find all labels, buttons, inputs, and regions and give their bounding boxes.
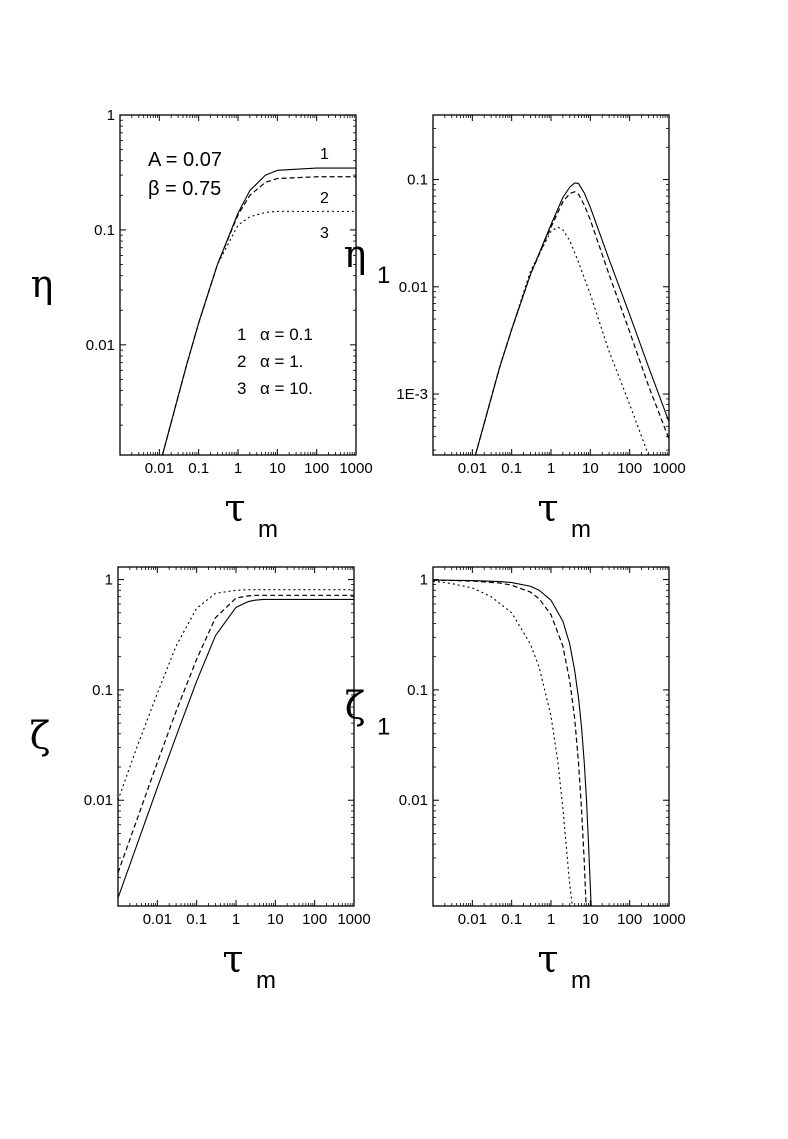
legend-number: 3 <box>237 379 247 398</box>
x-tick-label: 1000 <box>337 911 371 928</box>
y-tick-label: 0.01 <box>398 792 428 810</box>
y-axis-label: ζ <box>29 713 51 758</box>
x-axis-label: τ <box>224 486 246 530</box>
x-tick-label: 10 <box>581 911 599 928</box>
y-axis-label: ζ <box>344 683 366 728</box>
series-2-line <box>118 595 354 872</box>
x-tick-label: 1 <box>546 911 556 928</box>
series-2-line <box>162 177 356 455</box>
x-tick-label: 0.01 <box>457 911 487 928</box>
y-tick-label: 0.1 <box>407 171 428 189</box>
series-1-line <box>475 183 669 455</box>
y-tick-label: 1E-3 <box>396 386 428 404</box>
y-axis-label: η <box>343 232 367 276</box>
x-tick-label: 1 <box>546 460 556 477</box>
curve-label-3: 3 <box>320 225 329 242</box>
legend-text: α = 0.1 <box>260 325 313 344</box>
x-axis-label: τ <box>222 937 244 981</box>
x-axis-label: τ <box>537 486 559 530</box>
series-3-line <box>475 227 648 455</box>
series-3-line <box>433 581 572 906</box>
x-tick-label: 1 <box>233 460 243 477</box>
x-tick-label: 1000 <box>339 460 373 477</box>
y-tick-label: 1 <box>419 571 428 589</box>
x-axis-label-sub: m <box>258 516 278 543</box>
curve-label-1: 1 <box>320 146 329 163</box>
curve-label-2: 2 <box>320 190 329 207</box>
x-tick-label: 0.01 <box>142 911 172 928</box>
series-2-line <box>475 192 669 455</box>
x-tick-label: 1000 <box>652 911 686 928</box>
series-1-line <box>162 168 356 455</box>
x-tick-label: 0.1 <box>501 911 523 928</box>
x-tick-label: 10 <box>268 460 286 477</box>
x-tick-label: 100 <box>617 911 643 928</box>
x-tick-label: 1 <box>231 911 241 928</box>
y-tick-label: 0.01 <box>83 792 113 810</box>
x-tick-label: 100 <box>617 460 643 477</box>
series-2-line <box>433 580 586 906</box>
x-tick-label: 100 <box>304 460 330 477</box>
y-tick-label: 1 <box>106 107 115 124</box>
x-tick-label: 0.1 <box>501 460 523 477</box>
annotation-beta: β = 0.75 <box>148 178 222 200</box>
x-tick-label: 1000 <box>652 460 686 477</box>
y-tick-label: 0.01 <box>85 336 115 354</box>
x-tick-label: 0.1 <box>188 460 210 477</box>
plot-frame <box>433 567 669 906</box>
y-axis-label-sub: 1 <box>377 262 391 289</box>
plot-frame <box>433 115 669 455</box>
panel-zeta <box>30 567 371 994</box>
x-axis-label-sub: m <box>571 967 591 994</box>
annotation-a: A = 0.07 <box>148 149 222 171</box>
y-tick-label: 0.01 <box>398 278 428 296</box>
legend-number: 1 <box>237 325 247 344</box>
x-tick-label: 10 <box>266 911 284 928</box>
legend-text: α = 10. <box>260 379 313 398</box>
legend-text: α = 1. <box>260 352 304 371</box>
panel-eta1 <box>344 115 686 543</box>
x-tick-label: 100 <box>302 911 328 928</box>
y-tick-label: 0.1 <box>94 221 115 239</box>
x-tick-label: 10 <box>581 460 599 477</box>
panel-zeta1 <box>345 567 686 994</box>
legend-number: 2 <box>237 352 247 371</box>
y-tick-label: 0.1 <box>92 681 113 699</box>
y-tick-label: 1 <box>104 571 113 589</box>
series-1-line <box>118 599 354 898</box>
x-axis-label-sub: m <box>256 967 276 994</box>
plot-frame <box>118 567 354 906</box>
x-tick-label: 0.01 <box>457 460 487 477</box>
y-tick-label: 0.1 <box>407 681 428 699</box>
x-axis-label-sub: m <box>571 516 591 543</box>
x-tick-label: 0.1 <box>186 911 208 928</box>
x-axis-label: τ <box>537 937 559 981</box>
y-axis-label-sub: 1 <box>377 713 391 741</box>
y-axis-label: η <box>30 262 54 306</box>
x-tick-label: 0.01 <box>144 460 174 477</box>
panel-eta <box>31 107 373 543</box>
series-3-line <box>118 590 354 801</box>
